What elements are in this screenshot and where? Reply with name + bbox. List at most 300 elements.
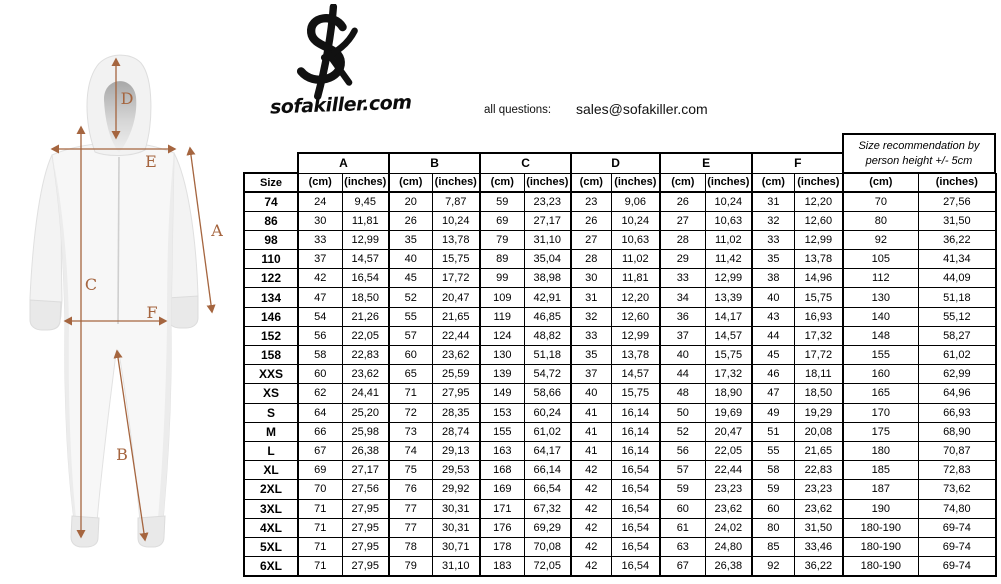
column-group-header: A (298, 153, 389, 173)
value-cell: 35 (571, 346, 611, 365)
size-cell: 110 (244, 250, 298, 269)
value-cell: 25,59 (432, 365, 480, 384)
value-cell: 50 (660, 403, 705, 422)
value-cell: 42 (571, 499, 611, 518)
value-cell: 18,50 (342, 288, 389, 307)
value-cell: 16,54 (342, 269, 389, 288)
value-cell: 26,38 (705, 557, 752, 576)
size-cell: M (244, 422, 298, 441)
value-cell: 80 (843, 211, 918, 230)
unit-inches-header: (inches) (524, 173, 571, 192)
value-cell: 42 (571, 557, 611, 576)
site-name: sofakiller.com (269, 91, 412, 119)
value-cell: 63 (660, 537, 705, 556)
table-row (244, 557, 996, 576)
value-cell: 14,57 (342, 250, 389, 269)
value-cell: 105 (843, 250, 918, 269)
measure-label-d: D (120, 89, 134, 108)
value-cell: 7,87 (432, 192, 480, 211)
table-row (244, 365, 996, 384)
value-cell: 16,54 (611, 518, 660, 537)
value-cell: 70 (298, 480, 342, 499)
value-cell: 27,95 (342, 557, 389, 576)
value-cell: 69-74 (918, 518, 996, 537)
value-cell: 48 (660, 384, 705, 403)
value-cell: 22,83 (342, 346, 389, 365)
unit-inches-header: (inches) (611, 173, 660, 192)
value-cell: 165 (843, 384, 918, 403)
value-cell: 32 (571, 307, 611, 326)
value-cell: 124 (480, 326, 524, 345)
value-cell: 54 (298, 307, 342, 326)
value-cell: 69 (480, 211, 524, 230)
size-cell: XS (244, 384, 298, 403)
value-cell: 66,54 (524, 480, 571, 499)
value-cell: 31,50 (918, 211, 996, 230)
value-cell: 73 (389, 422, 432, 441)
value-cell: 12,60 (794, 211, 843, 230)
table-row (244, 422, 996, 441)
value-cell: 24,80 (705, 537, 752, 556)
table-row (244, 288, 996, 307)
value-cell: 23,23 (705, 480, 752, 499)
value-cell: 25,98 (342, 422, 389, 441)
value-cell: 16,14 (611, 441, 660, 460)
value-cell: 130 (480, 346, 524, 365)
value-cell: 30,31 (432, 499, 480, 518)
table-row (244, 230, 996, 249)
value-cell: 36,22 (794, 557, 843, 576)
value-cell: 23,62 (705, 499, 752, 518)
value-cell: 28,74 (432, 422, 480, 441)
value-cell: 18,11 (794, 365, 843, 384)
value-cell: 33 (660, 269, 705, 288)
size-cell: 2XL (244, 480, 298, 499)
value-cell: 29,53 (432, 461, 480, 480)
value-cell: 55 (752, 441, 794, 460)
value-cell: 12,99 (794, 230, 843, 249)
value-cell: 16,14 (611, 422, 660, 441)
size-cell: 152 (244, 326, 298, 345)
value-cell: 12,99 (342, 230, 389, 249)
value-cell: 66 (298, 422, 342, 441)
value-cell: 25,20 (342, 403, 389, 422)
value-cell: 28,35 (432, 403, 480, 422)
table-row (244, 403, 996, 422)
unit-cm-header: (cm) (571, 173, 611, 192)
value-cell: 14,17 (705, 307, 752, 326)
table-row (244, 192, 996, 211)
unit-cm-header: (cm) (843, 173, 918, 192)
value-cell: 17,72 (432, 269, 480, 288)
value-cell: 9,06 (611, 192, 660, 211)
value-cell: 57 (660, 461, 705, 480)
value-cell: 18,90 (705, 384, 752, 403)
value-cell: 29,92 (432, 480, 480, 499)
value-cell: 109 (480, 288, 524, 307)
unit-inches-header: (inches) (432, 173, 480, 192)
value-cell: 15,75 (611, 384, 660, 403)
value-cell: 31,50 (794, 518, 843, 537)
value-cell: 12,20 (794, 192, 843, 211)
value-cell: 112 (843, 269, 918, 288)
value-cell: 16,14 (611, 403, 660, 422)
value-cell: 27,95 (342, 499, 389, 518)
value-cell: 36 (660, 307, 705, 326)
value-cell: 13,78 (611, 346, 660, 365)
value-cell: 52 (389, 288, 432, 307)
value-cell: 73,62 (918, 480, 996, 499)
value-cell: 22,83 (794, 461, 843, 480)
value-cell: 180 (843, 441, 918, 460)
value-cell: 29 (660, 250, 705, 269)
value-cell: 23,62 (794, 499, 843, 518)
unit-cm-header: (cm) (752, 173, 794, 192)
value-cell: 55,12 (918, 307, 996, 326)
table-row (244, 250, 996, 269)
value-cell: 37 (660, 326, 705, 345)
size-cell: 4XL (244, 518, 298, 537)
value-cell: 29,13 (432, 441, 480, 460)
measure-label-c: C (84, 275, 98, 294)
value-cell: 64,17 (524, 441, 571, 460)
value-cell: 75 (389, 461, 432, 480)
garment-figure (0, 0, 240, 584)
table-row (244, 326, 996, 345)
value-cell: 58,66 (524, 384, 571, 403)
value-cell: 47 (298, 288, 342, 307)
value-cell: 148 (843, 326, 918, 345)
value-cell: 23 (571, 192, 611, 211)
table-row (244, 461, 996, 480)
value-cell: 26 (571, 211, 611, 230)
value-cell: 15,75 (794, 288, 843, 307)
value-cell: 56 (660, 441, 705, 460)
value-cell: 61 (660, 518, 705, 537)
value-cell: 27 (571, 230, 611, 249)
value-cell: 21,65 (432, 307, 480, 326)
value-cell: 13,78 (794, 250, 843, 269)
value-cell: 69-74 (918, 557, 996, 576)
value-cell: 78 (389, 537, 432, 556)
size-table-container (243, 133, 998, 575)
size-cell: 158 (244, 346, 298, 365)
value-cell: 42 (571, 537, 611, 556)
value-cell: 60,24 (524, 403, 571, 422)
value-cell: 74 (389, 441, 432, 460)
value-cell: 10,24 (705, 192, 752, 211)
value-cell: 11,81 (342, 211, 389, 230)
table-row (244, 441, 996, 460)
value-cell: 24 (298, 192, 342, 211)
value-cell: 20,47 (432, 288, 480, 307)
blank-cell (244, 153, 298, 173)
unit-inches-header: (inches) (342, 173, 389, 192)
value-cell: 153 (480, 403, 524, 422)
unit-cm-header: (cm) (298, 173, 342, 192)
value-cell: 92 (752, 557, 794, 576)
value-cell: 85 (752, 537, 794, 556)
size-table (243, 152, 997, 577)
header-row-units (244, 173, 996, 192)
value-cell: 130 (843, 288, 918, 307)
value-cell: 15,75 (432, 250, 480, 269)
value-cell: 22,44 (705, 461, 752, 480)
value-cell: 26 (660, 192, 705, 211)
value-cell: 60 (660, 499, 705, 518)
measure-label-f: F (146, 303, 158, 322)
value-cell: 32 (752, 211, 794, 230)
value-cell: 60 (389, 346, 432, 365)
value-cell: 14,57 (705, 326, 752, 345)
value-cell: 31,10 (524, 230, 571, 249)
unit-cm-header: (cm) (660, 173, 705, 192)
value-cell: 20,08 (794, 422, 843, 441)
value-cell: 26,38 (342, 441, 389, 460)
table-row (244, 211, 996, 230)
value-cell: 180-190 (843, 537, 918, 556)
value-cell: 187 (843, 480, 918, 499)
value-cell: 163 (480, 441, 524, 460)
size-cell: 5XL (244, 537, 298, 556)
value-cell: 16,54 (611, 499, 660, 518)
value-cell: 42 (571, 461, 611, 480)
value-cell: 185 (843, 461, 918, 480)
value-cell: 59 (660, 480, 705, 499)
size-cell: XL (244, 461, 298, 480)
value-cell: 27,95 (342, 537, 389, 556)
contact-label: all questions: (484, 104, 552, 116)
value-cell: 71 (298, 537, 342, 556)
value-cell: 79 (480, 230, 524, 249)
value-cell: 155 (480, 422, 524, 441)
value-cell: 178 (480, 537, 524, 556)
value-cell: 119 (480, 307, 524, 326)
value-cell: 49 (752, 403, 794, 422)
value-cell: 180-190 (843, 557, 918, 576)
value-cell: 45 (389, 269, 432, 288)
value-cell: 12,99 (705, 269, 752, 288)
measure-label-a: A (211, 221, 223, 240)
table-row (244, 518, 996, 537)
value-cell: 30,31 (432, 518, 480, 537)
value-cell: 140 (843, 307, 918, 326)
value-cell: 190 (843, 499, 918, 518)
value-cell: 56 (298, 326, 342, 345)
value-cell: 59 (752, 480, 794, 499)
value-cell: 23,23 (794, 480, 843, 499)
value-cell: 27,17 (342, 461, 389, 480)
value-cell: 30 (298, 211, 342, 230)
value-cell: 77 (389, 499, 432, 518)
value-cell: 31 (752, 192, 794, 211)
value-cell: 67,32 (524, 499, 571, 518)
value-cell: 168 (480, 461, 524, 480)
value-cell: 51,18 (524, 346, 571, 365)
value-cell: 16,54 (611, 461, 660, 480)
value-cell: 99 (480, 269, 524, 288)
value-cell: 149 (480, 384, 524, 403)
value-cell: 69-74 (918, 537, 996, 556)
value-cell: 35,04 (524, 250, 571, 269)
size-cell: XXS (244, 365, 298, 384)
value-cell: 45 (752, 346, 794, 365)
value-cell: 70 (843, 192, 918, 211)
value-cell: 72 (389, 403, 432, 422)
value-cell: 60 (298, 365, 342, 384)
value-cell: 33 (298, 230, 342, 249)
value-cell: 40 (660, 346, 705, 365)
value-cell: 70,08 (524, 537, 571, 556)
value-cell: 10,24 (611, 211, 660, 230)
size-cell: 98 (244, 230, 298, 249)
value-cell: 33 (571, 326, 611, 345)
value-cell: 59 (480, 192, 524, 211)
size-cell: 134 (244, 288, 298, 307)
value-cell: 15,75 (705, 346, 752, 365)
value-cell: 175 (843, 422, 918, 441)
value-cell: 55 (389, 307, 432, 326)
size-cell: 122 (244, 269, 298, 288)
value-cell: 20 (389, 192, 432, 211)
value-cell: 20,47 (705, 422, 752, 441)
value-cell: 40 (571, 384, 611, 403)
table-row (244, 307, 996, 326)
value-cell: 176 (480, 518, 524, 537)
value-cell: 72,05 (524, 557, 571, 576)
value-cell: 42 (298, 269, 342, 288)
value-cell: 54,72 (524, 365, 571, 384)
value-cell: 17,32 (705, 365, 752, 384)
value-cell: 17,72 (794, 346, 843, 365)
value-cell: 26 (389, 211, 432, 230)
value-cell: 71 (298, 557, 342, 576)
table-row (244, 269, 996, 288)
value-cell: 46,85 (524, 307, 571, 326)
value-cell: 30 (571, 269, 611, 288)
value-cell: 42 (571, 480, 611, 499)
value-cell: 68,90 (918, 422, 996, 441)
value-cell: 12,20 (611, 288, 660, 307)
value-cell: 67 (660, 557, 705, 576)
value-cell: 58,27 (918, 326, 996, 345)
value-cell: 24,41 (342, 384, 389, 403)
value-cell: 36,22 (918, 230, 996, 249)
value-cell: 66,14 (524, 461, 571, 480)
value-cell: 170 (843, 403, 918, 422)
value-cell: 11,42 (705, 250, 752, 269)
value-cell: 22,44 (432, 326, 480, 345)
measure-label-b: B (116, 445, 128, 464)
value-cell: 58 (752, 461, 794, 480)
value-cell: 66,93 (918, 403, 996, 422)
value-cell: 61,02 (918, 346, 996, 365)
value-cell: 10,24 (432, 211, 480, 230)
column-group-header: D (571, 153, 660, 173)
value-cell: 40 (752, 288, 794, 307)
size-cell: 146 (244, 307, 298, 326)
value-cell: 155 (843, 346, 918, 365)
value-cell: 16,93 (794, 307, 843, 326)
value-cell: 13,39 (705, 288, 752, 307)
value-cell: 16,54 (611, 537, 660, 556)
value-cell: 64 (298, 403, 342, 422)
value-cell: 89 (480, 250, 524, 269)
value-cell: 14,96 (794, 269, 843, 288)
measure-label-e: E (145, 152, 157, 171)
unit-cm-header: (cm) (480, 173, 524, 192)
value-cell: 69 (298, 461, 342, 480)
value-cell: 13,78 (432, 230, 480, 249)
sk-logo-icon (282, 4, 370, 100)
value-cell: 18,50 (794, 384, 843, 403)
value-cell: 62 (298, 384, 342, 403)
size-cell: 74 (244, 192, 298, 211)
value-cell: 67 (298, 441, 342, 460)
contact-email: sales@sofakiller.com (576, 101, 708, 117)
value-cell: 33 (752, 230, 794, 249)
value-cell: 51 (752, 422, 794, 441)
value-cell: 69,29 (524, 518, 571, 537)
size-cell: S (244, 403, 298, 422)
value-cell: 27,17 (524, 211, 571, 230)
value-cell: 44 (752, 326, 794, 345)
value-cell: 38 (752, 269, 794, 288)
table-row (244, 537, 996, 556)
value-cell: 28 (660, 230, 705, 249)
table-row (244, 346, 996, 365)
value-cell: 41,34 (918, 250, 996, 269)
unit-cm-header: (cm) (389, 173, 432, 192)
value-cell: 41 (571, 403, 611, 422)
value-cell: 65 (389, 365, 432, 384)
value-cell: 79 (389, 557, 432, 576)
value-cell: 12,60 (611, 307, 660, 326)
value-cell: 33,46 (794, 537, 843, 556)
value-cell: 37 (298, 250, 342, 269)
value-cell: 46 (752, 365, 794, 384)
table-row (244, 480, 996, 499)
value-cell: 64,96 (918, 384, 996, 403)
value-cell: 72,83 (918, 461, 996, 480)
value-cell: 42 (571, 518, 611, 537)
value-cell: 61,02 (524, 422, 571, 441)
value-cell: 11,02 (705, 230, 752, 249)
value-cell: 19,29 (794, 403, 843, 422)
value-cell: 34 (660, 288, 705, 307)
value-cell: 37 (571, 365, 611, 384)
value-cell: 62,99 (918, 365, 996, 384)
value-cell: 27,95 (342, 518, 389, 537)
value-cell: 41 (571, 441, 611, 460)
column-group-header: C (480, 153, 571, 173)
value-cell: 22,05 (342, 326, 389, 345)
column-group-header: E (660, 153, 752, 173)
value-cell: 19,69 (705, 403, 752, 422)
size-cell: 3XL (244, 499, 298, 518)
value-cell: 11,02 (611, 250, 660, 269)
value-cell: 14,57 (611, 365, 660, 384)
value-cell: 41 (571, 422, 611, 441)
unit-inches-header: (inches) (918, 173, 996, 192)
size-recommendation-header: Size recommendation by person height +/- 5cm (842, 133, 996, 174)
value-cell: 12,99 (611, 326, 660, 345)
value-cell: 92 (843, 230, 918, 249)
value-cell: 35 (752, 250, 794, 269)
value-cell: 48,82 (524, 326, 571, 345)
value-cell: 23,62 (432, 346, 480, 365)
value-cell: 10,63 (611, 230, 660, 249)
